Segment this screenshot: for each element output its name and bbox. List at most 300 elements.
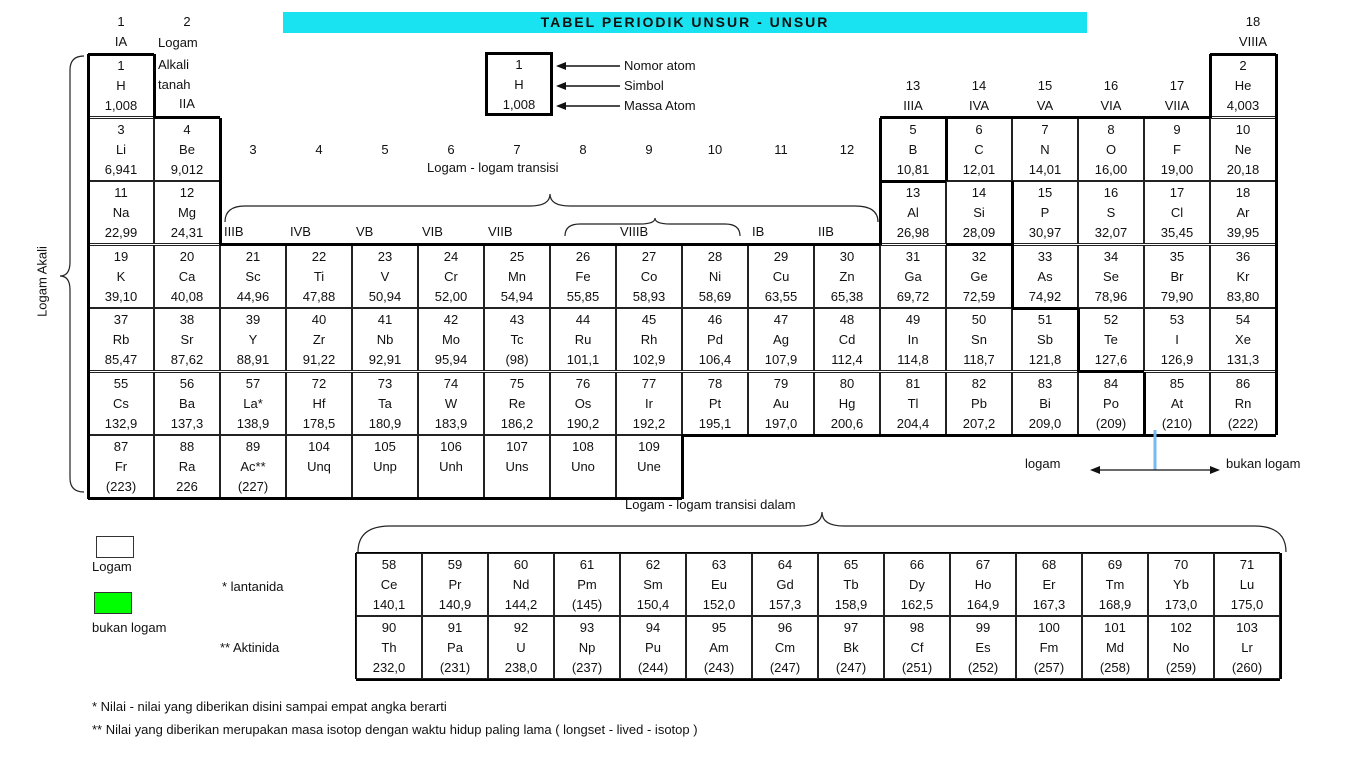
footnote-1: * Nilai - nilai yang diberikan disini sampai empat angka berarti	[92, 699, 447, 714]
element-symbol: Cl	[1170, 205, 1184, 220]
element-mass: 137,3	[170, 415, 204, 431]
element-number: 41	[377, 312, 393, 327]
key-symbol-label: Simbol	[624, 78, 664, 93]
group-14-number: 14	[971, 78, 987, 93]
element-symbol: Al	[907, 205, 919, 220]
group-roman-viib: VIIB	[488, 224, 513, 239]
element-number: 93	[579, 620, 595, 635]
element-number: 39	[245, 312, 261, 327]
element-mass: 40,08	[170, 288, 204, 304]
element-mass: 91,22	[302, 352, 336, 367]
alkali-metals-label: Logam Akali	[34, 246, 50, 317]
key-symbol: H	[514, 77, 524, 92]
element-mass: (247)	[769, 660, 801, 675]
element-symbol: Yb	[1173, 577, 1189, 592]
element-mass: 114,8	[897, 352, 929, 367]
element-symbol: Fm	[1039, 640, 1059, 655]
element-mass: 186,2	[500, 415, 534, 431]
group-4-number: 4	[315, 142, 323, 157]
element-number: 15	[1037, 185, 1053, 200]
element-symbol: At	[1170, 395, 1184, 411]
element-mass: (257)	[1033, 660, 1065, 675]
element-number: 94	[645, 620, 661, 635]
element-mass: 72,59	[962, 288, 996, 304]
element-number: 79	[773, 375, 789, 391]
element-mass: 192,2	[632, 415, 666, 431]
element-number: 102	[1170, 620, 1192, 635]
element-symbol: Pm	[577, 577, 597, 592]
element-symbol: Ga	[904, 268, 922, 284]
element-symbol: Nb	[376, 332, 394, 347]
element-number: 99	[975, 620, 991, 635]
element-mass: 78,96	[1094, 288, 1128, 304]
group-13-number: 13	[905, 78, 921, 93]
element-symbol: Cd	[838, 332, 856, 347]
element-mass: (259)	[1165, 660, 1197, 675]
element-symbol: Am	[709, 640, 729, 655]
element-symbol: He	[1234, 78, 1252, 93]
element-mass: 26,98	[896, 225, 930, 240]
element-number: 69	[1107, 557, 1123, 572]
group-17-number: 17	[1169, 78, 1185, 93]
group-11-number: 11	[774, 142, 788, 157]
element-mass: 207,2	[962, 415, 996, 431]
element-mass: (252)	[967, 660, 999, 675]
group-7-number: 7	[513, 142, 521, 157]
element-mass: 101,1	[566, 352, 600, 367]
element-number: 43	[509, 312, 525, 327]
element-symbol: Ar	[1236, 205, 1250, 220]
element-symbol: Ac**	[240, 459, 266, 474]
element-number: 84	[1103, 375, 1119, 391]
element-symbol: Mn	[507, 268, 527, 284]
table-title: TABEL PERIODIK UNSUR - UNSUR	[283, 12, 1087, 33]
element-mass: 190,2	[566, 415, 600, 431]
element-symbol: Xe	[1235, 332, 1251, 347]
element-mass: 22,99	[104, 225, 138, 240]
legend-metal-label: Logam	[92, 559, 132, 574]
element-mass: (98)	[505, 352, 529, 367]
element-mass: 69,72	[896, 288, 930, 304]
element-symbol: K	[116, 268, 126, 284]
element-number: 103	[1236, 620, 1258, 635]
element-symbol: Cm	[774, 640, 796, 655]
element-number: 100	[1038, 620, 1060, 635]
group-15-number: 15	[1037, 78, 1053, 93]
element-number: 98	[909, 620, 925, 635]
element-symbol: Fe	[575, 268, 591, 284]
element-symbol: As	[1037, 268, 1053, 284]
element-mass: 232,0	[372, 660, 406, 675]
element-mass: 87,62	[170, 352, 204, 367]
element-number: 45	[641, 312, 657, 327]
element-mass: 121,8	[1028, 352, 1062, 367]
group-1-roman: IA	[114, 34, 128, 49]
element-mass: 140,1	[372, 597, 406, 612]
group-16-number: 16	[1103, 78, 1119, 93]
element-number: 58	[381, 557, 397, 572]
element-mass: (223)	[105, 479, 137, 494]
element-number: 73	[377, 375, 393, 391]
element-mass: 9,012	[170, 161, 204, 177]
group-roman-ib: IB	[752, 224, 765, 239]
element-symbol: Es	[975, 640, 991, 655]
element-mass: 158,9	[834, 597, 868, 612]
element-symbol: Th	[381, 640, 397, 655]
element-mass: 238,0	[504, 660, 538, 675]
element-mass: (251)	[901, 660, 933, 675]
element-number: 95	[711, 620, 727, 635]
element-symbol: W	[444, 395, 458, 411]
element-mass: 14,01	[1028, 161, 1062, 177]
element-mass: 1,008	[104, 98, 138, 113]
element-number: 38	[179, 312, 195, 327]
element-symbol: U	[516, 640, 526, 655]
transition-metals-label: Logam - logam transisi	[427, 160, 559, 175]
element-mass: 164,9	[966, 597, 1000, 612]
element-mass: 28,09	[962, 225, 996, 240]
element-number: 11	[114, 185, 128, 200]
element-mass: 32,07	[1094, 225, 1128, 240]
element-mass: 209,0	[1028, 415, 1062, 431]
element-number: 86	[1235, 375, 1251, 391]
element-mass: 138,9	[236, 415, 270, 431]
element-symbol: Tb	[843, 577, 859, 592]
element-mass: 226	[176, 479, 198, 494]
alkali-brace	[60, 56, 84, 492]
element-number: 51	[1037, 312, 1053, 327]
element-number: 22	[311, 248, 327, 264]
element-symbol: C	[974, 141, 984, 157]
metal-side-label: logam	[1025, 456, 1061, 471]
element-number: 78	[707, 375, 723, 391]
element-mass: (244)	[637, 660, 669, 675]
element-number: 2	[1239, 58, 1247, 73]
element-mass: 65,38	[830, 288, 864, 304]
element-symbol: Hg	[838, 395, 856, 411]
key-mass-label: Massa Atom	[624, 98, 696, 113]
element-mass: 58,69	[698, 288, 732, 304]
element-number: 36	[1235, 248, 1251, 264]
element-symbol: Mo	[441, 332, 461, 347]
element-number: 64	[777, 557, 793, 572]
element-symbol: Zn	[839, 268, 855, 284]
element-mass: 102,9	[632, 352, 666, 367]
element-mass: 144,2	[504, 597, 538, 612]
group-2-roman: IIA	[179, 96, 195, 111]
element-number: 21	[245, 248, 261, 264]
element-symbol: N	[1040, 141, 1050, 157]
element-mass: (247)	[835, 660, 867, 675]
group-roman-viiib: VIIIB	[620, 224, 649, 239]
lanthanide-row-label: * lantanida	[222, 579, 284, 594]
element-mass: 30,97	[1028, 225, 1062, 240]
element-symbol: Unh	[439, 459, 463, 474]
element-mass: 127,6	[1094, 352, 1128, 367]
element-number: 82	[971, 375, 987, 391]
element-symbol: S	[1106, 205, 1116, 220]
element-symbol: Lr	[1241, 640, 1253, 655]
element-mass: 92,91	[368, 352, 402, 367]
actinide-row-label: ** Aktinida	[220, 640, 280, 655]
element-symbol: Na	[112, 205, 130, 220]
element-mass: 150,4	[636, 597, 670, 612]
element-number: 62	[645, 557, 661, 572]
element-mass: 39,95	[1226, 225, 1260, 240]
group-18-roman: VIIIA	[1238, 34, 1268, 49]
element-number: 96	[777, 620, 793, 635]
element-number: 83	[1037, 375, 1053, 391]
element-symbol: Unq	[307, 459, 331, 474]
element-symbol: Tm	[1105, 577, 1125, 592]
element-number: 27	[641, 248, 657, 264]
element-number: 35	[1169, 248, 1185, 264]
element-symbol: Si	[973, 205, 985, 220]
element-number: 66	[909, 557, 925, 572]
group-roman-vb: VB	[356, 224, 374, 239]
element-mass: 16,00	[1094, 161, 1128, 177]
element-mass: 118,7	[963, 352, 995, 367]
element-mass: 44,96	[236, 288, 270, 304]
nonmetal-side-label: bukan logam	[1226, 456, 1301, 471]
element-symbol: Li	[115, 141, 127, 157]
element-mass: 173,0	[1164, 597, 1198, 612]
element-number: 90	[381, 620, 397, 635]
element-mass: 204,4	[896, 415, 930, 431]
element-symbol: Nd	[512, 577, 530, 592]
group-14-roman: IVA	[969, 98, 989, 113]
element-number: 55	[113, 375, 129, 391]
element-mass: 83,80	[1226, 288, 1260, 304]
group-6-number: 6	[447, 142, 455, 157]
element-number: 18	[1235, 185, 1251, 200]
element-symbol: Sn	[971, 332, 987, 347]
element-mass: 10,81	[896, 161, 930, 177]
element-number: 24	[443, 248, 459, 264]
group-roman-iiib: IIIB	[224, 224, 244, 239]
element-symbol: No	[1172, 640, 1190, 655]
element-number: 68	[1041, 557, 1057, 572]
element-number: 49	[905, 312, 921, 327]
element-symbol: Bi	[1039, 395, 1051, 411]
element-number: 50	[971, 312, 987, 327]
element-symbol: Ni	[708, 268, 722, 284]
element-symbol: Uno	[571, 459, 595, 474]
element-symbol: Pu	[645, 640, 661, 655]
element-number: 34	[1103, 248, 1119, 264]
element-number: 19	[113, 248, 129, 264]
element-symbol: Pt	[708, 395, 722, 411]
element-mass: (227)	[237, 479, 269, 494]
group-roman-iib: IIB	[818, 224, 834, 239]
element-mass: 12,01	[962, 161, 996, 177]
element-symbol: La*	[243, 395, 263, 411]
element-number: 37	[113, 312, 129, 327]
element-mass: (237)	[571, 660, 603, 675]
element-symbol: B	[908, 141, 918, 157]
element-mass: 197,0	[764, 415, 798, 431]
element-number: 70	[1173, 557, 1189, 572]
element-number: 40	[311, 312, 327, 327]
element-mass: 19,00	[1160, 161, 1194, 177]
element-mass: 50,94	[368, 288, 402, 304]
element-number: 80	[839, 375, 855, 391]
element-mass: 195,1	[698, 415, 732, 431]
element-mass: 140,9	[438, 597, 472, 612]
transition-brace	[225, 194, 878, 222]
element-mass: 39,10	[104, 288, 138, 304]
element-number: 44	[575, 312, 591, 327]
inner-transition-label: Logam - logam transisi dalam	[625, 497, 796, 512]
element-number: 106	[440, 439, 462, 454]
element-mass: 112,4	[831, 352, 863, 367]
element-number: 7	[1041, 121, 1049, 137]
element-mass: 131,3	[1226, 352, 1260, 367]
element-mass: (260)	[1231, 660, 1263, 675]
element-symbol: Cf	[910, 640, 924, 655]
element-symbol: Tc	[510, 332, 524, 347]
group-13-roman: IIIA	[903, 98, 923, 113]
element-symbol: I	[1175, 332, 1179, 347]
element-symbol: Sb	[1037, 332, 1053, 347]
element-number: 53	[1169, 312, 1185, 327]
element-symbol: Ta	[378, 395, 392, 411]
group-10-number: 10	[707, 142, 723, 157]
element-mass: 180,9	[368, 415, 402, 431]
legend-nonmetal-label: bukan logam	[92, 620, 167, 635]
key-number: 1	[515, 57, 523, 72]
element-symbol: Re	[508, 395, 526, 411]
group-8-number: 8	[579, 142, 587, 157]
element-mass: (209)	[1095, 415, 1127, 431]
element-number: 54	[1235, 312, 1251, 327]
element-mass: 52,00	[434, 288, 468, 304]
element-number: 59	[447, 557, 463, 572]
element-number: 26	[575, 248, 591, 264]
element-mass: 58,93	[632, 288, 666, 304]
element-symbol: Sc	[245, 268, 261, 284]
element-symbol: Cr	[444, 268, 458, 284]
element-symbol: Ru	[574, 332, 592, 347]
element-number: 108	[572, 439, 594, 454]
element-number: 74	[443, 375, 459, 391]
element-symbol: Co	[640, 268, 658, 284]
element-symbol: Np	[578, 640, 596, 655]
element-number: 75	[509, 375, 525, 391]
element-number: 77	[641, 375, 657, 391]
element-mass: 175,0	[1230, 597, 1264, 612]
element-number: 29	[773, 248, 789, 264]
element-number: 92	[513, 620, 529, 635]
element-mass: 47,88	[302, 288, 336, 304]
element-number: 52	[1103, 312, 1119, 327]
group-2-desc-1: Logam	[158, 35, 198, 50]
group-roman-ivb: IVB	[290, 224, 311, 239]
element-symbol: P	[1040, 205, 1050, 220]
element-symbol: F	[1173, 141, 1181, 157]
element-mass: 55,85	[566, 288, 600, 304]
element-symbol: Hf	[312, 395, 326, 411]
element-number: 4	[183, 121, 191, 137]
element-number: 30	[839, 248, 855, 264]
element-number: 33	[1037, 248, 1053, 264]
element-symbol: Os	[574, 395, 592, 411]
group-3-number: 3	[249, 142, 257, 157]
element-mass: 168,9	[1098, 597, 1132, 612]
group-12-number: 12	[839, 142, 855, 157]
element-mass: (258)	[1099, 660, 1131, 675]
element-mass: 107,9	[764, 352, 798, 367]
element-symbol: Bk	[843, 640, 859, 655]
element-symbol: Au	[773, 395, 789, 411]
element-symbol: Br	[1170, 268, 1184, 284]
element-mass: 95,94	[434, 352, 468, 367]
element-symbol: Ti	[313, 268, 325, 284]
element-mass: (231)	[439, 660, 471, 675]
element-symbol: Cu	[772, 268, 790, 284]
element-symbol: Md	[1105, 640, 1125, 655]
element-symbol: Y	[248, 332, 258, 347]
element-mass: 79,90	[1160, 288, 1194, 304]
element-number: 67	[975, 557, 991, 572]
group-15-roman: VA	[1036, 98, 1054, 113]
element-mass: 200,6	[830, 415, 864, 431]
element-number: 81	[905, 375, 921, 391]
element-symbol: Er	[1042, 577, 1056, 592]
element-number: 89	[245, 439, 261, 454]
element-symbol: Ce	[380, 577, 398, 592]
element-mass: 4,003	[1226, 98, 1260, 113]
element-number: 65	[843, 557, 859, 572]
element-symbol: Sm	[643, 577, 663, 592]
element-number: 1	[117, 58, 125, 73]
element-number: 20	[179, 248, 195, 264]
group-16-roman: VIA	[1100, 98, 1122, 113]
element-symbol: Dy	[909, 577, 925, 592]
element-number: 87	[113, 439, 129, 454]
element-mass: 152,0	[702, 597, 736, 612]
element-number: 32	[971, 248, 987, 264]
element-mass: 74,92	[1028, 288, 1062, 304]
element-mass: 183,9	[434, 415, 468, 431]
element-number: 25	[509, 248, 525, 264]
element-mass: 35,45	[1160, 225, 1194, 240]
element-mass: 126,9	[1160, 352, 1194, 367]
element-number: 10	[1235, 121, 1251, 137]
viiib-brace	[565, 218, 740, 236]
element-symbol: Ag	[773, 332, 789, 347]
element-number: 31	[905, 248, 921, 264]
element-mass: 20,18	[1226, 161, 1260, 177]
element-number: 47	[773, 312, 789, 327]
element-symbol: Po	[1103, 395, 1119, 411]
element-number: 5	[909, 121, 917, 137]
element-number: 107	[506, 439, 528, 454]
element-symbol: H	[116, 78, 126, 93]
element-number: 63	[711, 557, 727, 572]
element-mass: 63,55	[764, 288, 798, 304]
element-symbol: Unp	[373, 459, 397, 474]
element-mass: 178,5	[302, 415, 336, 431]
element-symbol: Cs	[113, 395, 129, 411]
element-symbol: Rb	[112, 332, 130, 347]
element-symbol: Be	[179, 141, 195, 157]
element-number: 57	[245, 375, 261, 391]
element-symbol: In	[907, 332, 919, 347]
element-number: 105	[374, 439, 396, 454]
group-2-desc-3: tanah	[158, 77, 191, 92]
element-symbol: V	[380, 268, 390, 284]
